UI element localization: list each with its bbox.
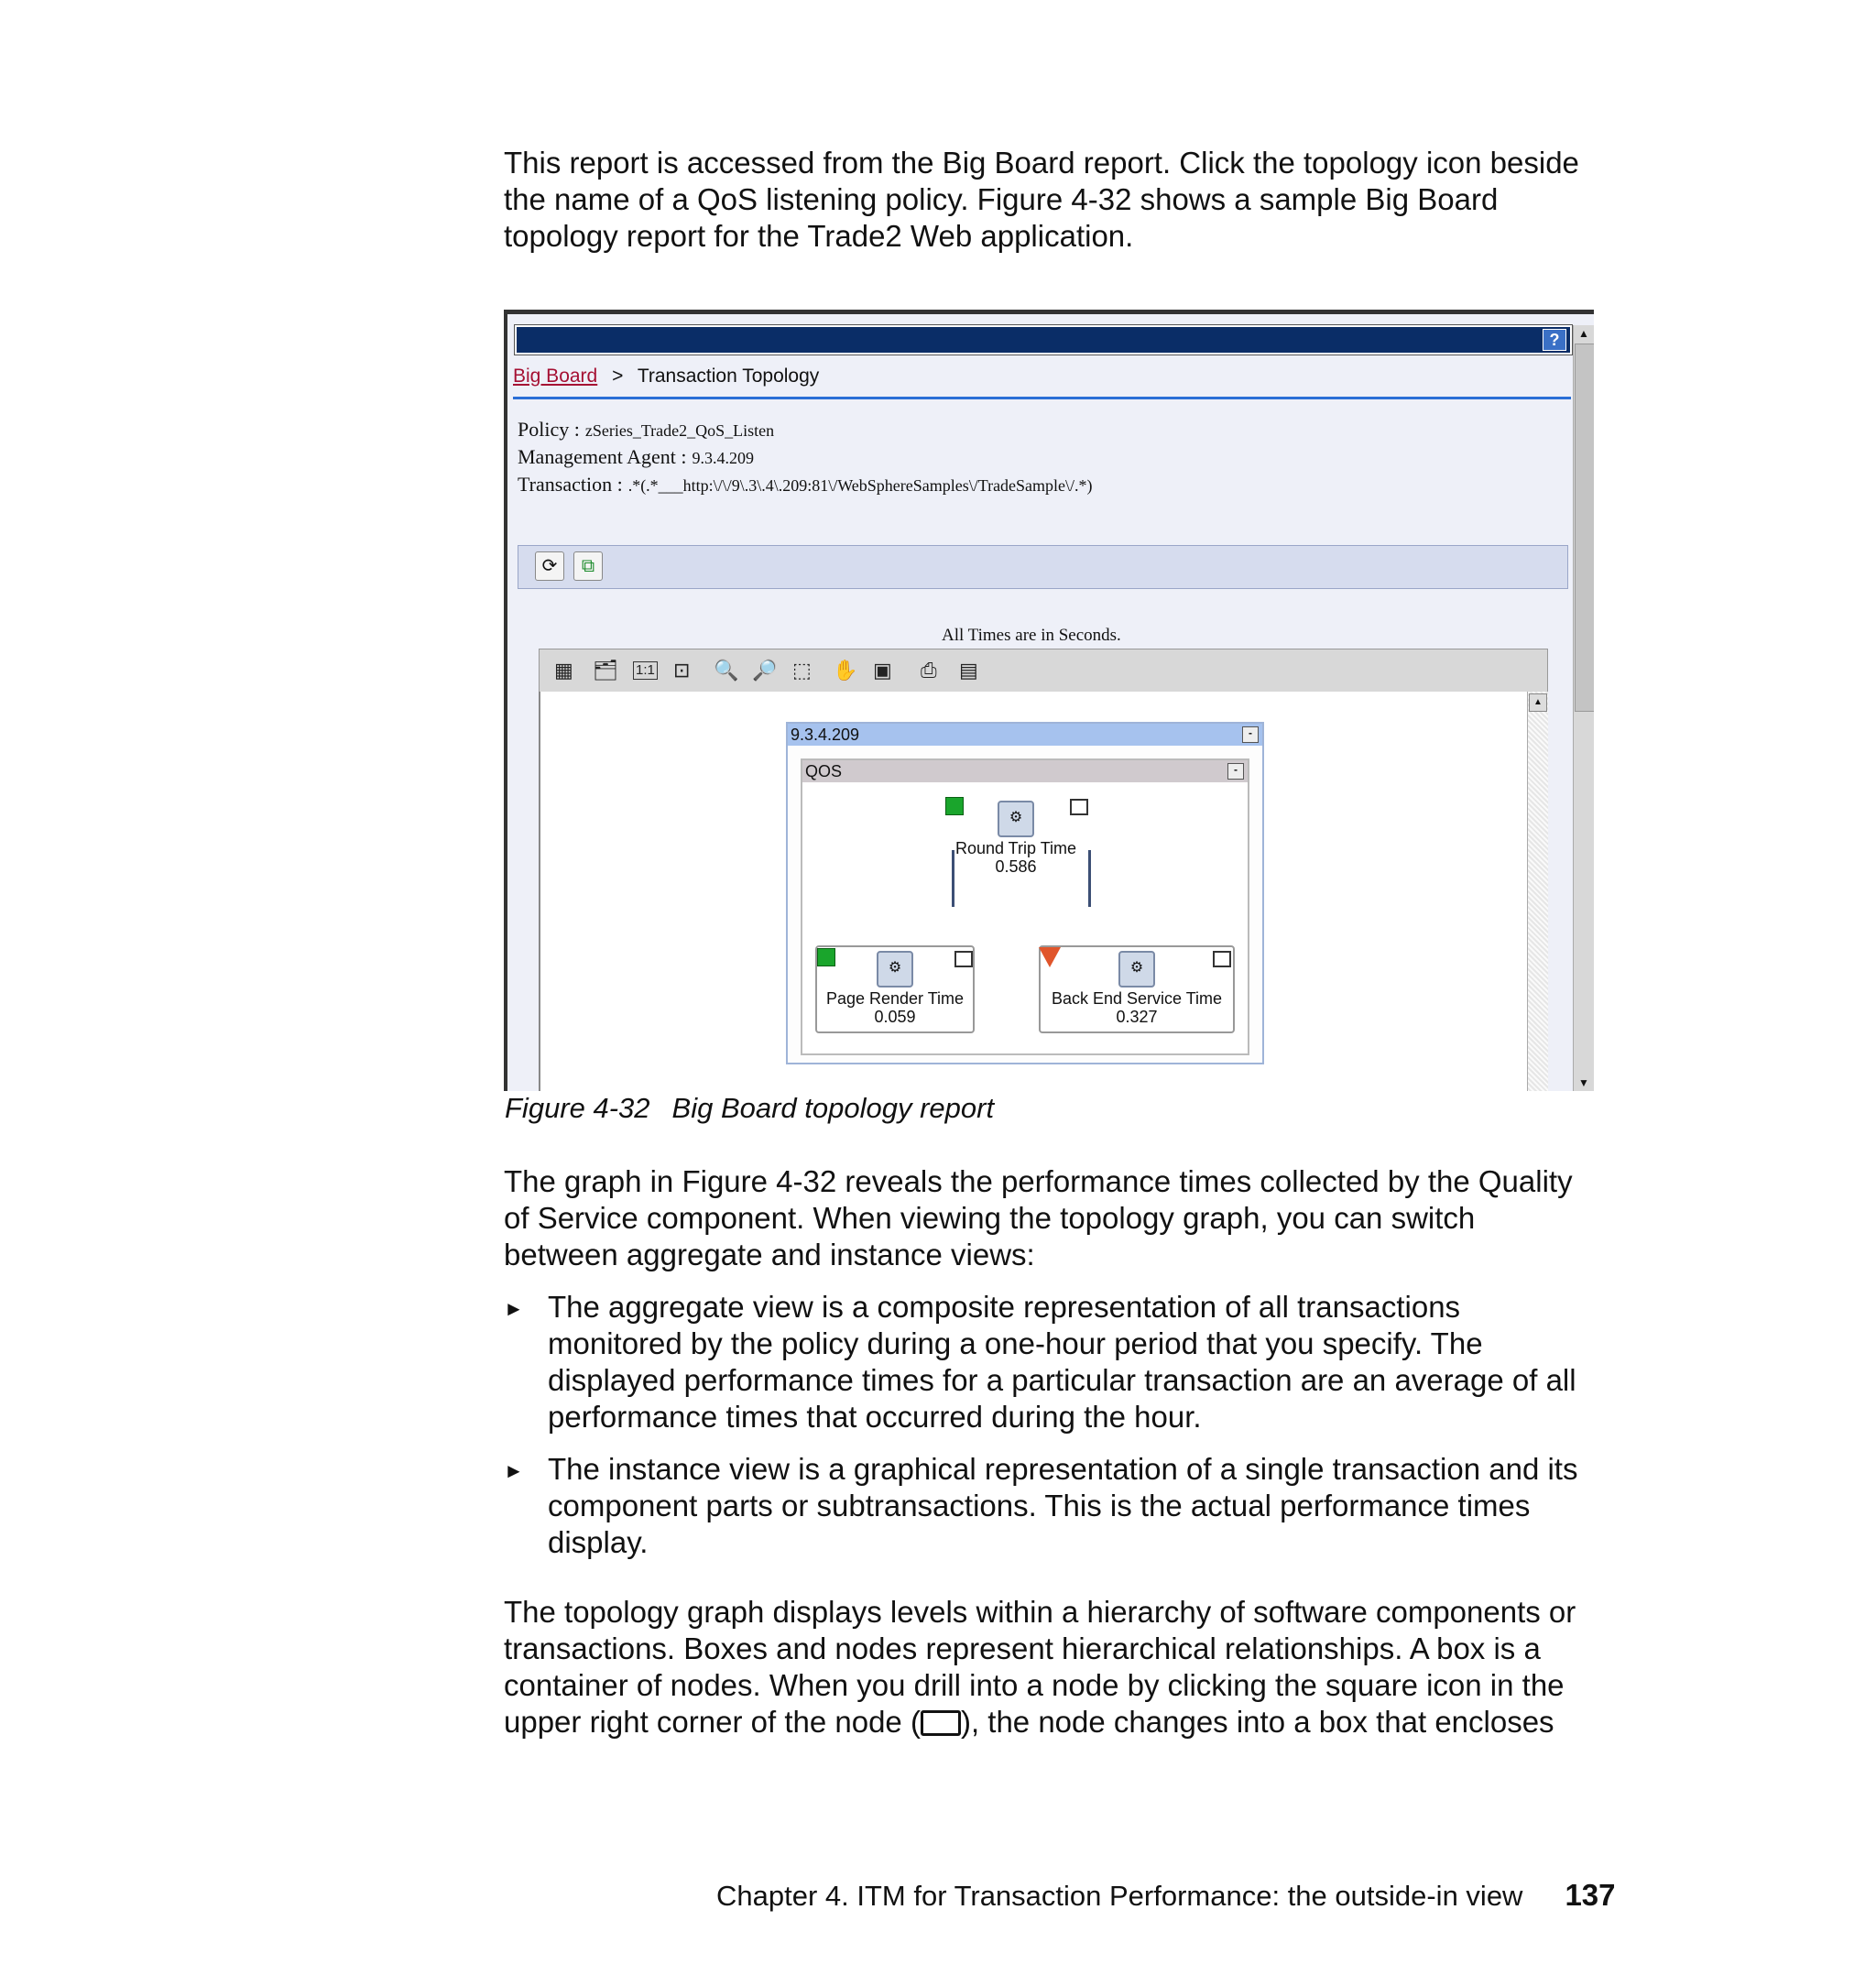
bullet-item [504,1289,1594,1435]
print-preview-icon[interactable]: ▤ [959,659,978,682]
transaction-node-icon: ⚙ [998,801,1034,837]
node-page-render-time[interactable] [815,945,975,1033]
node-value: 0.327 [1116,1008,1158,1026]
bullet-text: The instance view is a graphical representation of a single transaction and its component parts or subtransactions. This is the actual performance times display. [548,1452,1578,1559]
view-toolbar [518,545,1568,589]
figure-caption [505,1092,994,1125]
connector-line [1088,850,1091,907]
node-value: 0.586 [995,857,1037,876]
node-name: Round Trip Time [954,839,1077,857]
policy-label: Policy : [518,418,580,441]
units-note: All Times are in Seconds. [942,626,1121,645]
breadcrumb-separator: > [612,366,624,387]
transaction-node-icon: ⚙ [1118,951,1155,988]
overview-icon[interactable]: ▣ [873,659,892,682]
bullet-text: The aggregate view is a composite representation of all transactions monitored by the policy during a one-hour period that you specify. The displayed performance times for a particular transaction are an average of all performance times that occurred during the hour. [548,1290,1576,1434]
scroll-down-icon[interactable]: ▼ [1578,1076,1589,1089]
breadcrumb-big-board-link[interactable]: Big Board [513,366,598,387]
canvas-scroll-up-icon[interactable]: ▲ [1529,693,1547,712]
body-paragraph-3 [504,1594,1594,1740]
properties-icon[interactable]: 🗂 [593,659,618,682]
policy-row [518,418,774,442]
drill-down-icon[interactable] [1213,951,1231,967]
breadcrumb-current: Transaction Topology [637,366,820,387]
bullet-arrow-icon: ► [504,1297,524,1320]
transaction-row [518,473,1093,496]
intro-paragraph: This report is accessed from the Big Board report. Click the topology icon beside the name of a QoS listening policy. Figure 4-32 shows a sample Big Board topology report for the Trade2 Web application. [504,146,1579,253]
node-back-end-service-time[interactable] [1039,945,1235,1033]
minimize-qos-icon[interactable]: - [1227,763,1244,780]
para3-text-before: The topology graph displays levels within a hierarchy of software components or transactions. Boxes and nodes represent hierarchical relationships. A box is a container of nodes. When you drill into a node by clicking the square icon in the upper right corner of the node ( [504,1595,1576,1739]
table-icon[interactable]: ▦ [554,659,573,682]
square-drill-icon [921,1710,961,1736]
header-divider [513,397,1571,399]
window-edge [504,314,507,1091]
canvas-scrollbar[interactable] [1527,692,1548,1091]
topology-screenshot [504,310,1594,1091]
node-round-trip-time[interactable] [943,795,1088,876]
title-bar [515,325,1572,355]
graph-toolbar [539,649,1548,693]
chapter-title: Chapter 4. ITM for Transaction Performance: the outside-in view [716,1880,1523,1912]
node-name: Page Render Time [825,989,965,1008]
host-box-label: 9.3.4.209 [791,726,860,744]
drill-down-icon[interactable] [954,951,973,967]
figure-title: Big Board topology report [671,1092,995,1124]
page-number: 137 [1565,1878,1616,1912]
agent-row [518,445,754,469]
scroll-up-icon[interactable]: ▲ [1578,327,1589,340]
para3-text-after: ), the node changes into a box that encloses [960,1705,1554,1739]
zoom-box-icon[interactable]: ⬚ [792,659,812,682]
pan-hand-icon[interactable]: ✋ [833,659,858,682]
qos-box [801,758,1249,1055]
refresh-icon[interactable]: ⟳ [535,551,564,581]
print-icon[interactable]: ⎙ [921,659,937,682]
policy-value: zSeries_Trade2_QoS_Listen [584,421,775,440]
minimize-host-icon[interactable]: - [1242,726,1259,743]
bullet-item [504,1451,1594,1561]
transaction-label: Transaction : [518,473,623,496]
body-paragraph-2: The graph in Figure 4-32 reveals the performance times collected by the Quality of Service component. When viewing the topology graph, you can switch between aggregate and instance views: [504,1164,1573,1271]
topology-canvas[interactable] [539,692,1548,1091]
host-box-header [788,724,1262,746]
help-button[interactable]: ? [1543,329,1566,351]
figure-number: Figure 4-32 [505,1092,650,1124]
page-footer [716,1878,1616,1913]
transaction-node-icon: ⚙ [877,951,913,988]
instance-view-icon[interactable]: ⧉ [573,551,603,581]
node-value: 0.059 [874,1008,916,1026]
agent-value: 9.3.4.209 [692,449,755,467]
node-name: Back End Service Time [1051,989,1223,1008]
zoom-out-icon[interactable]: 🔎 [752,659,778,682]
qos-box-label: QOS [805,762,843,780]
bullet-arrow-icon: ► [504,1459,524,1482]
page-scrollbar[interactable] [1573,325,1594,1091]
status-ok-icon [817,948,835,966]
agent-label: Management Agent : [518,445,687,468]
breadcrumb [513,366,819,387]
scroll-thumb[interactable] [1575,344,1594,712]
actual-size-icon[interactable]: 1:1 [633,661,658,680]
transaction-value: .*(.*___http:\/\/9\.3\.4\.209:81\/WebSphereSamples\/TradeSample\/.*) [627,476,1093,495]
qos-box-header [802,760,1248,782]
host-box [786,722,1264,1064]
fit-icon[interactable]: ⊡ [673,659,691,682]
zoom-in-icon[interactable]: 🔍 [714,659,739,682]
status-warning-icon [1039,947,1061,967]
